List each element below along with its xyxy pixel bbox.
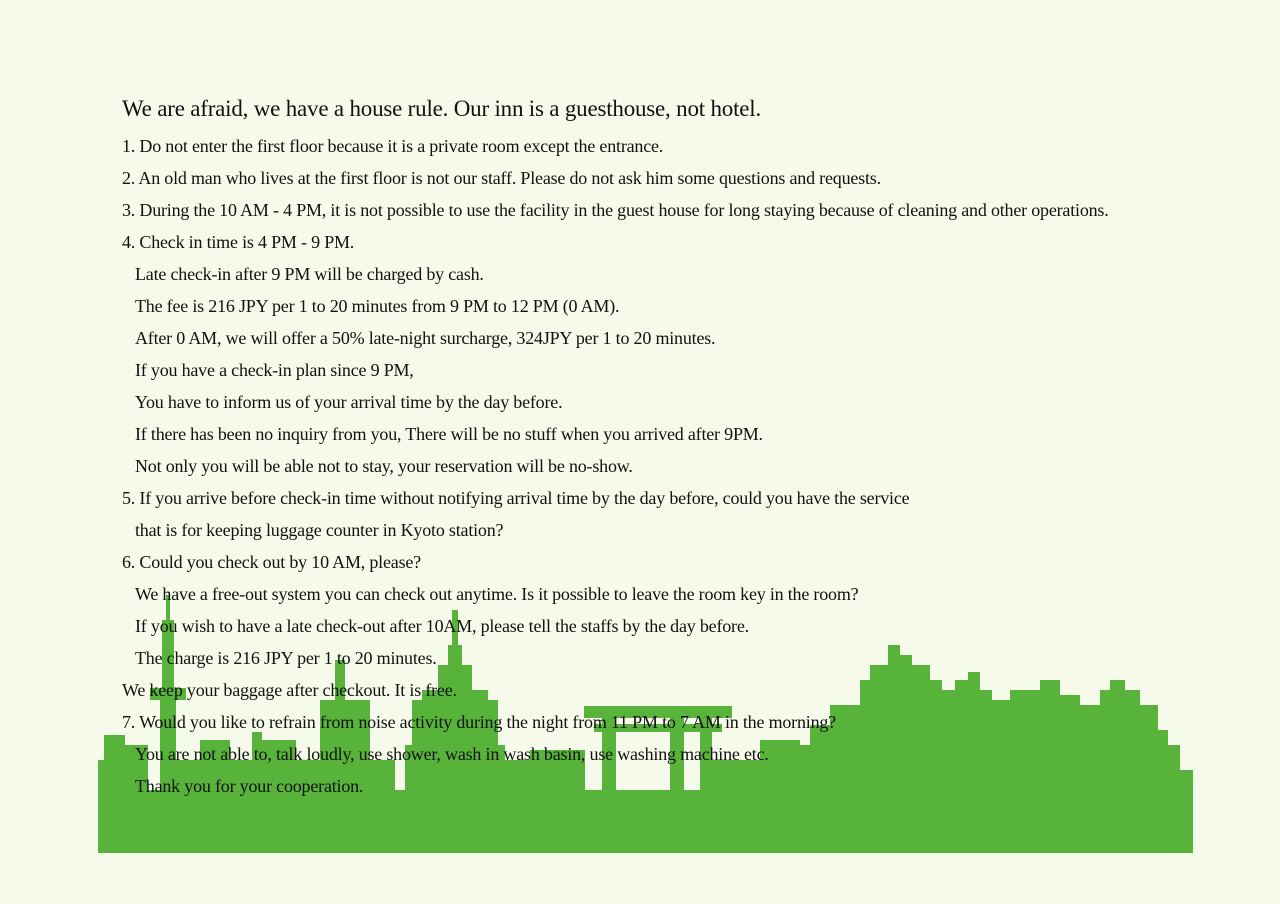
rule-line: 1. Do not enter the first floor because it is a private room except the entrance. — [122, 136, 664, 156]
rule-line: Late check-in after 9 PM will be charged by cash. — [135, 264, 484, 284]
rule-line: We have a free-out system you can check out anytime. Is it possible to leave the room key in the room? — [135, 584, 859, 604]
rule-line: We keep your baggage after checkout. It is free. — [122, 680, 457, 700]
rule-line: that is for keeping luggage counter in Kyoto station? — [135, 520, 504, 540]
house-rules-document — [122, 92, 1242, 802]
rule-line: You are not able to, talk loudly, use shower, wash in wash basin, use washing machine etc. — [135, 744, 769, 764]
rule-line: You have to inform us of your arrival time by the day before. — [135, 392, 563, 412]
rule-line: The fee is 216 JPY per 1 to 20 minutes from 9 PM to 12 PM (0 AM). — [135, 296, 620, 316]
rule-line: 5. If you arrive before check-in time without notifying arrival time by the day before, could you have the service — [122, 488, 910, 508]
rule-line: If there has been no inquiry from you, There will be no stuff when you arrived after 9PM. — [135, 424, 763, 444]
rule-line: 6. Could you check out by 10 AM, please? — [122, 552, 421, 572]
rule-line: Not only you will be able not to stay, your reservation will be no-show. — [135, 456, 633, 476]
rule-line: The charge is 216 JPY per 1 to 20 minutes. — [135, 648, 437, 668]
page-title: We are afraid, we have a house rule. Our inn is a guesthouse, not hotel. — [122, 96, 762, 121]
rule-line: If you have a check-in plan since 9 PM, — [135, 360, 414, 380]
rule-line: 7. Would you like to refrain from noise activity during the night from 11 PM to 7 AM in the morning? — [122, 712, 836, 732]
rule-line: After 0 AM, we will offer a 50% late-night surcharge, 324JPY per 1 to 20 minutes. — [135, 328, 716, 348]
rules-list — [122, 130, 1242, 802]
rule-line: 4. Check in time is 4 PM - 9 PM. — [122, 232, 355, 252]
rule-line: 3. During the 10 AM - 4 PM, it is not possible to use the facility in the guest house for long staying because of cleaning and other operations. — [122, 200, 1109, 220]
rule-line: 2. An old man who lives at the first floor is not our staff. Please do not ask him some questions and requests. — [122, 168, 881, 188]
rule-line: Thank you for your cooperation. — [135, 776, 364, 796]
rule-line: If you wish to have a late check-out after 10AM, please tell the staffs by the day before. — [135, 616, 749, 636]
